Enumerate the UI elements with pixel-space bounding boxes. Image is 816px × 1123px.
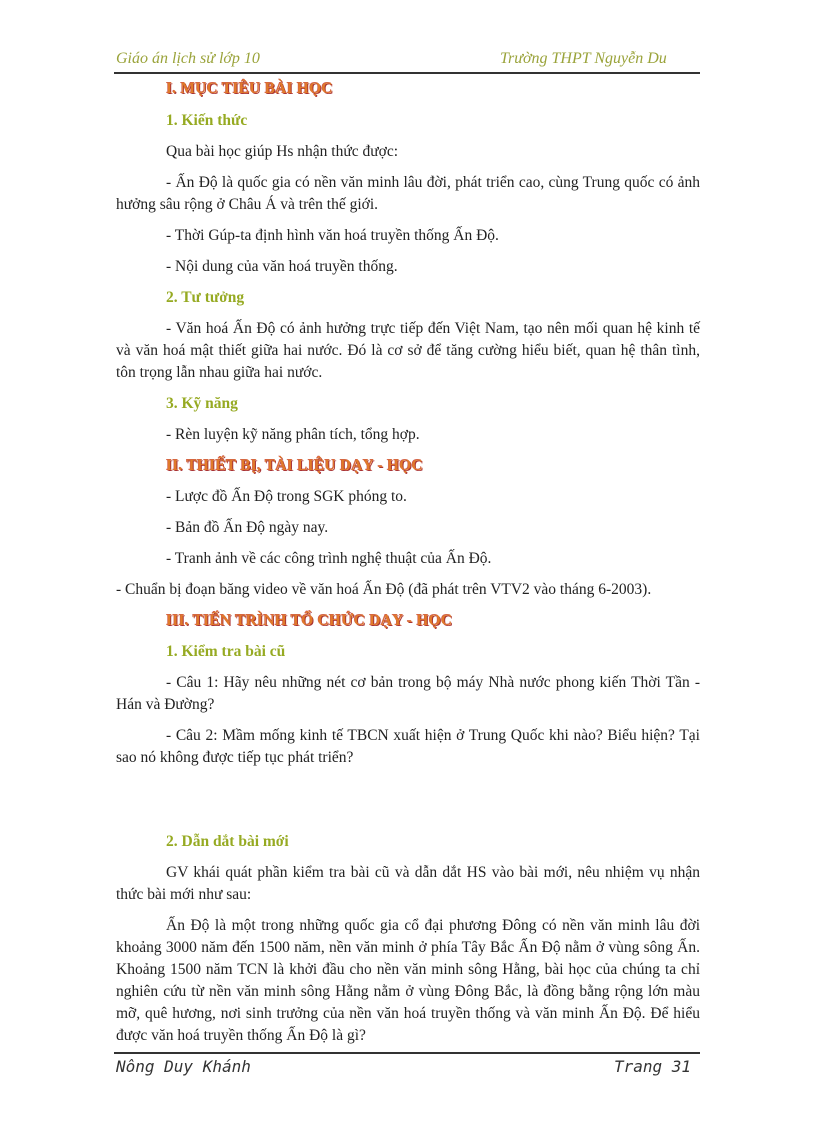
footer-page-number: Trang 31	[614, 1057, 692, 1076]
subsection-dan-dat: 2. Dẫn dắt bài mới	[166, 833, 289, 850]
paragraph: - Câu 2: Mầm mống kinh tế TBCN xuất hiện ở Trung Quốc khi nào? Biểu hiện? Tại sao nó không được tiếp tục phát triển?	[116, 727, 700, 766]
paragraph: - Câu 1: Hãy nêu những nét cơ bản trong bộ máy Nhà nước phong kiến Thời Tần - Hán và Đường?	[116, 674, 700, 713]
subsection-tu-tuong: 2. Tư tưởng	[166, 289, 245, 306]
paragraph: - Bản đồ Ấn Độ ngày nay.	[166, 519, 329, 536]
subsection-kiem-tra: 1. Kiểm tra bài cũ	[166, 643, 286, 660]
paragraph: - Chuẩn bị đoạn băng video về văn hoá Ấn Độ (đã phát trên VTV2 vào tháng 6-2003).	[116, 581, 652, 598]
header-rule	[114, 72, 700, 74]
document-body	[116, 78, 700, 1047]
paragraph: GV khái quát phần kiểm tra bài cũ và dẫn dắt HS vào bài mới, nêu nhiệm vụ nhận thức bài mới như sau:	[116, 864, 700, 903]
paragraph: - Lược đồ Ấn Độ trong SGK phóng to.	[166, 488, 407, 505]
paragraph: - Tranh ảnh về các công trình nghệ thuật của Ấn Độ.	[166, 550, 492, 567]
paragraph: - Nội dung của văn hoá truyền thống.	[166, 258, 398, 275]
section-1-title: I. MỤC TIÊU BÀI HỌC	[166, 80, 333, 97]
header-left: Giáo án lịch sử lớp 10	[116, 50, 260, 67]
paragraph: - Rèn luyện kỹ năng phân tích, tổng hợp.	[166, 426, 420, 443]
paragraph: - Ấn Độ là quốc gia có nền văn minh lâu đời, phát triển cao, cùng Trung quốc có ảnh hưởng sâu rộng ở Châu Á và trên thế giới.	[116, 174, 700, 213]
paragraph: Ấn Độ là một trong những quốc gia cổ đại phương Đông có nền văn minh lâu đời khoảng 3000 năm đến 1500 năm, nền văn minh ở phía Tây Bắc Ấn Độ nằm ở vùng sông Ấn. Khoảng 1500 năm TCN là khởi đầu cho nền văn minh sông Hằng, bài học của chúng ta chỉ nghiên cứu từ nền văn minh sông Hằng nằm ở vùng Đông Bắc, là đồng bằng rộng lớn màu mỡ, quê hương, nơi sinh trưởng của nền văn hoá truyền thống và văn minh Ấn Độ. Để hiểu được văn hoá truyền thống Ấn Độ là gì?	[116, 917, 700, 1044]
subsection-kien-thuc: 1. Kiến thức	[166, 112, 248, 129]
footer-author: Nông Duy Khánh	[116, 1057, 251, 1076]
footer-rule	[114, 1052, 700, 1054]
paragraph: Qua bài học giúp Hs nhận thức được:	[166, 143, 399, 160]
paragraph: - Văn hoá Ấn Độ có ảnh hưởng trực tiếp đến Việt Nam, tạo nên mối quan hệ kinh tế và văn hoá mật thiết giữa hai nước. Đó là cơ sở để tăng cường hiểu biết, quan hệ thân tình, tôn trọng lẫn nhau giữa hai nước.	[116, 320, 700, 381]
section-2-title: II. THIẾT BỊ, TÀI LIỆU DẠY - HỌC	[166, 457, 423, 474]
header-right: Trường THPT Nguyễn Du	[500, 50, 667, 67]
subsection-ky-nang: 3. Kỹ năng	[166, 395, 238, 412]
paragraph: - Thời Gúp-ta định hình văn hoá truyền thống Ấn Độ.	[166, 227, 499, 244]
section-3-title: III. TIẾN TRÌNH TỔ CHỨC DẠY - HỌC	[166, 612, 453, 629]
